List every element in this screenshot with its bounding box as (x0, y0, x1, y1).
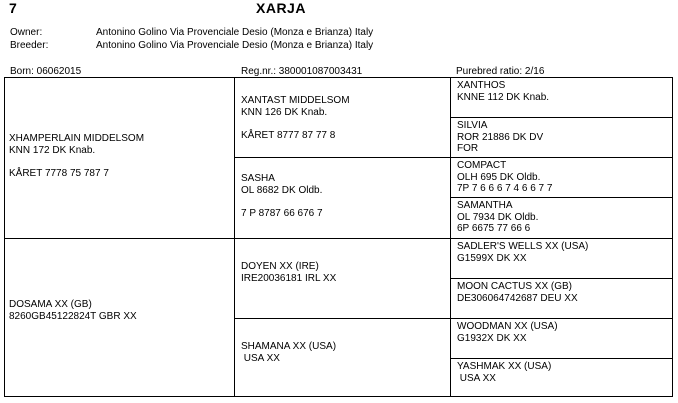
generation-3-divider-3 (450, 278, 673, 279)
sire-sire-cell: XANTAST MIDDELSOM KNN 126 DK Knab. KÅRET 8777 87 77 8 (241, 95, 350, 141)
column-divider-2 (450, 77, 451, 397)
dam-cell: DOSAMA XX (GB) 8260GB45122824T GBR XX (9, 299, 137, 322)
breeder-label: Breeder: (10, 40, 49, 51)
dd-sire-cell: WOODMAN XX (USA) G1932X DK XX (457, 321, 558, 344)
generation-2-divider-bottom (234, 318, 673, 319)
owner-label: Owner: (10, 27, 43, 38)
registration-number: Reg.nr.: 380001087003431 (241, 66, 363, 77)
generation-2-divider-top (234, 157, 673, 158)
breeder-value: Antonino Golino Via Provenciale Desio (Monza e Brianza) Italy (96, 40, 374, 51)
generation-1-divider (4, 238, 673, 239)
column-divider-1 (234, 77, 235, 397)
sd-sire-cell: COMPACT OLH 695 DK Oldb. 7P 7 6 6 6 7 4 6 6 7 7 (457, 160, 553, 194)
generation-3-divider-1 (450, 117, 673, 118)
purebred-ratio: Purebred ratio: 2/16 (456, 66, 545, 77)
generation-3-divider-4 (450, 358, 673, 359)
lot-number: 7 (9, 0, 17, 16)
sire-dam-cell: SASHA OL 8682 DK Oldb. 7 P 8787 66 676 7 (241, 173, 323, 219)
ds-dam-cell: MOON CACTUS XX (GB) DE306064742687 DEU XX (457, 281, 578, 304)
owner-value: Antonino Golino Via Provenciale Desio (Monza e Brianza) Italy (96, 27, 374, 38)
dam-dam-cell: SHAMANA XX (USA) USA XX (241, 341, 337, 364)
born-date: Born: 06062015 (10, 66, 82, 77)
ds-sire-cell: SADLER'S WELLS XX (USA) G1599X DK XX (457, 241, 589, 264)
dd-dam-cell: YASHMAK XX (USA) USA XX (457, 361, 552, 384)
generation-3-divider-2 (450, 197, 673, 198)
horse-name: XARJA (256, 0, 306, 16)
sd-dam-cell: SAMANTHA OL 7934 DK Oldb. 6P 6675 77 66 6 (457, 200, 539, 234)
ss-dam-cell: SILVIA ROR 21886 DK DV FOR (457, 120, 544, 154)
sire-cell: XHAMPERLAIN MIDDELSOM KNN 172 DK Knab. KÅRET 7778 75 787 7 (9, 133, 145, 179)
ss-sire-cell: XANTHOS KNNE 112 DK Knab. (457, 80, 550, 103)
dam-sire-cell: DOYEN XX (IRE) IRE20036181 IRL XX (241, 261, 337, 284)
